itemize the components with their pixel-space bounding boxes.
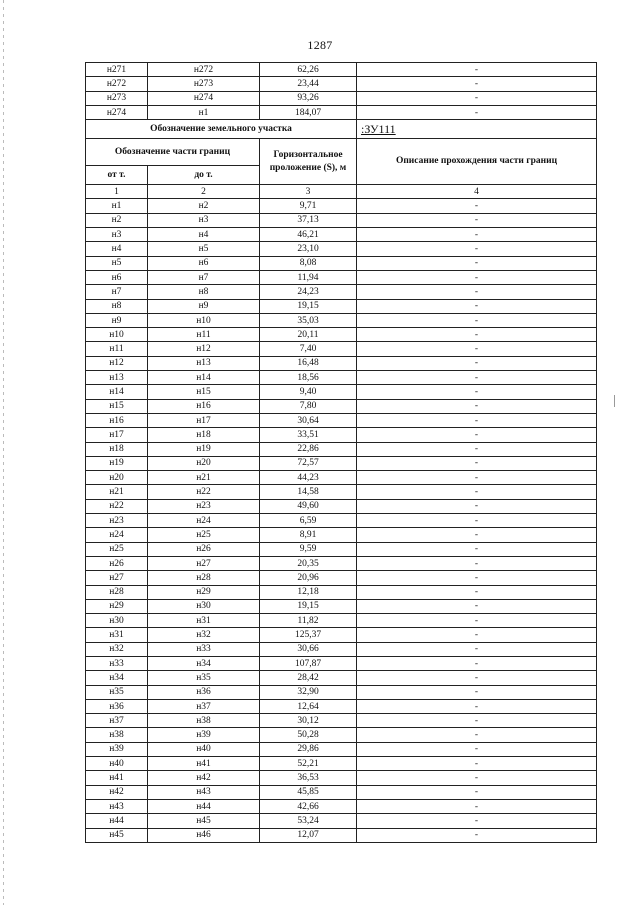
description-cell: - [357,714,597,728]
table-row [86,428,597,442]
header-from: от т. [86,166,148,185]
from-point-cell: н31 [86,628,148,642]
description-cell: - [357,571,597,585]
from-point-cell: н34 [86,671,148,685]
from-point-cell: н45 [86,828,148,842]
from-point-cell: н10 [86,328,148,342]
from-point-cell: н7 [86,285,148,299]
table-row [86,599,597,613]
length-cell: 8,91 [260,528,357,542]
description-cell: - [357,328,597,342]
length-cell: 16,48 [260,356,357,370]
table-row [86,671,597,685]
length-cell: 37,13 [260,213,357,227]
description-cell: - [357,313,597,327]
from-point-cell: н32 [86,642,148,656]
to-point-cell: н32 [148,628,260,642]
to-point-cell: н14 [148,371,260,385]
to-point-cell: н37 [148,699,260,713]
to-point-cell: н31 [148,614,260,628]
description-cell: - [357,228,597,242]
to-point-cell: н4 [148,228,260,242]
description-cell: - [357,599,597,613]
length-cell: 50,28 [260,728,357,742]
from-point-cell: н35 [86,685,148,699]
table-row [86,63,597,77]
section-row [86,120,597,139]
from-point-cell: н271 [86,63,148,77]
to-point-cell: н42 [148,771,260,785]
description-cell: - [357,77,597,91]
from-point-cell: н28 [86,585,148,599]
to-point-cell: н1 [148,105,260,119]
to-point-cell: н12 [148,342,260,356]
table-row [86,585,597,599]
to-point-cell: н11 [148,328,260,342]
to-point-cell: н6 [148,256,260,270]
from-point-cell: н30 [86,614,148,628]
to-point-cell: н2 [148,199,260,213]
from-point-cell: н6 [86,270,148,284]
table-row [86,556,597,570]
description-cell: - [357,105,597,119]
table-row [86,814,597,828]
table-row [86,371,597,385]
from-point-cell: н16 [86,413,148,427]
table-row [86,313,597,327]
length-cell: 35,03 [260,313,357,327]
to-point-cell: н10 [148,313,260,327]
from-point-cell: н42 [86,785,148,799]
description-cell: - [357,456,597,470]
description-cell: - [357,63,597,77]
length-cell: 36,53 [260,771,357,785]
length-cell: 53,24 [260,814,357,828]
description-cell: - [357,556,597,570]
description-cell: - [357,728,597,742]
description-cell: - [357,614,597,628]
col-number: 2 [148,185,260,199]
length-cell: 45,85 [260,785,357,799]
length-cell: 9,71 [260,199,357,213]
length-cell: 20,96 [260,571,357,585]
table-row [86,485,597,499]
from-point-cell: н20 [86,471,148,485]
description-cell: - [357,213,597,227]
to-point-cell: н7 [148,270,260,284]
length-cell: 7,80 [260,399,357,413]
table-row [86,642,597,656]
column-numbers-row [86,185,597,199]
description-cell: - [357,757,597,771]
description-cell: - [357,628,597,642]
from-point-cell: н37 [86,714,148,728]
from-point-cell: н9 [86,313,148,327]
from-point-cell: н2 [86,213,148,227]
to-point-cell: н22 [148,485,260,499]
description-cell: - [357,399,597,413]
from-point-cell: н14 [86,385,148,399]
to-point-cell: н20 [148,456,260,470]
table-row [86,471,597,485]
table-row [86,328,597,342]
length-cell: 52,21 [260,757,357,771]
description-cell: - [357,771,597,785]
description-cell: - [357,299,597,313]
to-point-cell: н46 [148,828,260,842]
length-cell: 20,35 [260,556,357,570]
table-row [86,299,597,313]
from-point-cell: н39 [86,742,148,756]
from-point-cell: н17 [86,428,148,442]
description-cell: - [357,371,597,385]
header-horizontal: Горизонтальное проложение (S), м [260,139,357,185]
length-cell: 32,90 [260,685,357,699]
length-cell: 107,87 [260,656,357,670]
table-row [86,105,597,119]
to-point-cell: н25 [148,528,260,542]
table-row [86,77,597,91]
description-cell: - [357,499,597,513]
table-row [86,385,597,399]
from-point-cell: н1 [86,199,148,213]
to-point-cell: н23 [148,499,260,513]
length-cell: 28,42 [260,671,357,685]
length-cell: 12,64 [260,699,357,713]
description-cell: - [357,514,597,528]
description-cell: - [357,742,597,756]
from-point-cell: н25 [86,542,148,556]
table-row [86,757,597,771]
table-row [86,514,597,528]
to-point-cell: н33 [148,642,260,656]
page-number: 1287 [307,38,333,52]
description-cell: - [357,542,597,556]
table-row [86,714,597,728]
from-point-cell: н26 [86,556,148,570]
header-to: до т. [148,166,260,185]
to-point-cell: н36 [148,685,260,699]
from-point-cell: н8 [86,299,148,313]
table-row [86,628,597,642]
description-cell: - [357,428,597,442]
description-cell: - [357,799,597,813]
col-number: 3 [260,185,357,199]
table-row [86,270,597,284]
scan-edge-line [3,0,4,905]
table-row [86,285,597,299]
length-cell: 12,18 [260,585,357,599]
description-cell: - [357,528,597,542]
to-point-cell: н27 [148,556,260,570]
length-cell: 44,23 [260,471,357,485]
to-point-cell: н43 [148,785,260,799]
table-row [86,542,597,556]
length-cell: 23,10 [260,242,357,256]
to-point-cell: н9 [148,299,260,313]
from-point-cell: н274 [86,105,148,119]
table-row [86,685,597,699]
table-row [86,356,597,370]
length-cell: 12,07 [260,828,357,842]
table-row [86,456,597,470]
to-point-cell: н40 [148,742,260,756]
to-point-cell: н3 [148,213,260,227]
length-cell: 9,59 [260,542,357,556]
description-cell: - [357,785,597,799]
from-point-cell: н33 [86,656,148,670]
to-point-cell: н5 [148,242,260,256]
to-point-cell: н21 [148,471,260,485]
to-point-cell: н24 [148,514,260,528]
from-point-cell: н29 [86,599,148,613]
length-cell: 8,08 [260,256,357,270]
to-point-cell: н274 [148,91,260,105]
description-cell: - [357,256,597,270]
description-cell: - [357,671,597,685]
from-point-cell: н44 [86,814,148,828]
length-cell: 19,15 [260,599,357,613]
from-point-cell: н4 [86,242,148,256]
section-value: :ЗУ111 [357,120,597,139]
table-row [86,785,597,799]
header-row [86,139,597,166]
table-row [86,256,597,270]
length-cell: 23,44 [260,77,357,91]
from-point-cell: н41 [86,771,148,785]
length-cell: 30,66 [260,642,357,656]
from-point-cell: н12 [86,356,148,370]
to-point-cell: н17 [148,413,260,427]
boundary-table [85,62,597,843]
description-cell: - [357,413,597,427]
length-cell: 49,60 [260,499,357,513]
description-cell: - [357,642,597,656]
from-point-cell: н23 [86,514,148,528]
to-point-cell: н30 [148,599,260,613]
table-row [86,199,597,213]
table-row [86,499,597,513]
description-cell: - [357,342,597,356]
length-cell: 22,86 [260,442,357,456]
description-cell: - [357,656,597,670]
table-row [86,91,597,105]
to-point-cell: н35 [148,671,260,685]
length-cell: 11,94 [260,270,357,284]
from-point-cell: н15 [86,399,148,413]
scan-mark [614,395,615,407]
section-label: Обозначение земельного участка [86,120,357,139]
from-point-cell: н18 [86,442,148,456]
to-point-cell: н18 [148,428,260,442]
from-point-cell: н21 [86,485,148,499]
description-cell: - [357,471,597,485]
col-number: 1 [86,185,148,199]
to-point-cell: н39 [148,728,260,742]
table-row [86,571,597,585]
table-row [86,771,597,785]
from-point-cell: н22 [86,499,148,513]
length-cell: 33,51 [260,428,357,442]
length-cell: 184,07 [260,105,357,119]
table-row [86,799,597,813]
length-cell: 30,64 [260,413,357,427]
length-cell: 29,86 [260,742,357,756]
length-cell: 30,12 [260,714,357,728]
to-point-cell: н45 [148,814,260,828]
to-point-cell: н15 [148,385,260,399]
length-cell: 24,23 [260,285,357,299]
table-row [86,242,597,256]
description-cell: - [357,485,597,499]
from-point-cell: н3 [86,228,148,242]
description-cell: - [357,685,597,699]
from-point-cell: н272 [86,77,148,91]
description-cell: - [357,270,597,284]
length-cell: 18,56 [260,371,357,385]
from-point-cell: н40 [86,757,148,771]
to-point-cell: н41 [148,757,260,771]
from-point-cell: н13 [86,371,148,385]
table-row [86,614,597,628]
length-cell: 14,58 [260,485,357,499]
table-row [86,213,597,227]
length-cell: 93,26 [260,91,357,105]
table-row [86,413,597,427]
from-point-cell: н5 [86,256,148,270]
to-point-cell: н273 [148,77,260,91]
segment-rows [86,199,597,842]
description-cell: - [357,242,597,256]
from-point-cell: н273 [86,91,148,105]
to-point-cell: н34 [148,656,260,670]
to-point-cell: н16 [148,399,260,413]
length-cell: 72,57 [260,456,357,470]
description-cell: - [357,585,597,599]
from-point-cell: н24 [86,528,148,542]
from-point-cell: н36 [86,699,148,713]
description-cell: - [357,91,597,105]
description-cell: - [357,814,597,828]
header-part-borders: Обозначение части границ [86,139,260,166]
description-cell: - [357,285,597,299]
table-row [86,342,597,356]
length-cell: 62,26 [260,63,357,77]
table-row [86,728,597,742]
to-point-cell: н26 [148,542,260,556]
to-point-cell: н28 [148,571,260,585]
length-cell: 46,21 [260,228,357,242]
length-cell: 19,15 [260,299,357,313]
top-rows [86,63,597,120]
table-row [86,399,597,413]
description-cell: - [357,385,597,399]
description-cell: - [357,699,597,713]
table-row [86,828,597,842]
to-point-cell: н13 [148,356,260,370]
length-cell: 11,82 [260,614,357,628]
table-row [86,442,597,456]
header-description: Описание прохождения части границ [357,139,597,185]
to-point-cell: н8 [148,285,260,299]
to-point-cell: н29 [148,585,260,599]
from-point-cell: н38 [86,728,148,742]
length-cell: 9,40 [260,385,357,399]
description-cell: - [357,442,597,456]
table-row [86,656,597,670]
length-cell: 20,11 [260,328,357,342]
from-point-cell: н27 [86,571,148,585]
description-cell: - [357,199,597,213]
col-number: 4 [357,185,597,199]
length-cell: 42,66 [260,799,357,813]
table-header [86,120,597,199]
description-cell: - [357,828,597,842]
description-cell: - [357,356,597,370]
to-point-cell: н272 [148,63,260,77]
table-row [86,699,597,713]
from-point-cell: н43 [86,799,148,813]
length-cell: 125,37 [260,628,357,642]
table-row [86,528,597,542]
to-point-cell: н44 [148,799,260,813]
to-point-cell: н38 [148,714,260,728]
from-point-cell: н19 [86,456,148,470]
table-row [86,742,597,756]
table-row [86,228,597,242]
from-point-cell: н11 [86,342,148,356]
length-cell: 6,59 [260,514,357,528]
to-point-cell: н19 [148,442,260,456]
length-cell: 7,40 [260,342,357,356]
